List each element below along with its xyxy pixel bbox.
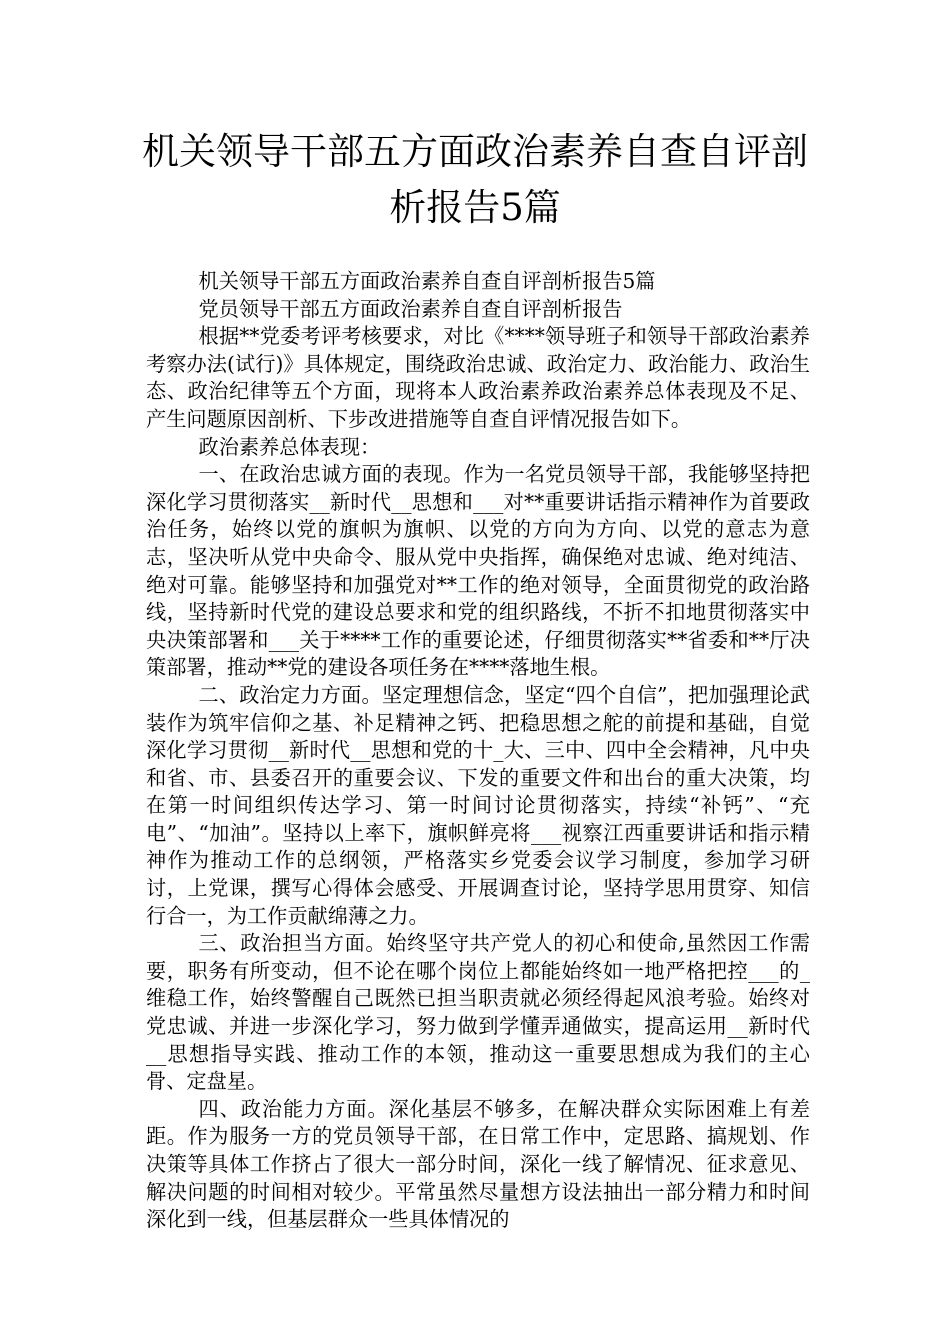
paragraph: 三、政治担当方面。始终坚守共产党人的初心和使命,虽然因工作需要，职务有所变动，但不论在哪个岗位上都能始终如一地严格把控___的_维稳工作，始终警醒自己既然已担当职责就必须经得起风浪考验。始终对党忠诚、并进一步深化学习，努力做到学懂弄通做实，提高运用__新时代__思想指导实践、推动工作的本领，推动这一重要思想成为我们的主心骨、定盘星。 — [146, 931, 810, 1094]
paragraph: 机关领导干部五方面政治素养自查自评剖析报告5篇 — [198, 269, 656, 293]
document-title: 机关领导干部五方面政治素养自查自评剖析报告5篇 — [142, 130, 808, 229]
paragraph: 党员领导干部五方面政治素养自查自评剖析报告 — [198, 296, 623, 321]
paragraph: 四、政治能力方面。深化基层不够多，在解决群众实际困难上有差距。作为服务一方的党员领导干部，在日常工作中，定思路、搞规划、作决策等具体工作挤占了很大一部分时间，深化一线了解情况、征求意见、解决问题的时间相对较少。平常虽然尽量想方设法抽出一部分精力和时间深化到一线，但基层群众一些具体情况的 — [146, 1096, 810, 1232]
paragraph: 政治素养总体表现： — [198, 434, 381, 459]
paragraph: 一、在政治忠诚方面的表现。作为一名党员领导干部，我能够坚持把深化学习贯彻落实__新时代__思想和___对**重要讲话指示精神作为首要政治任务，始终以党的旗帜为旗帜、以党的方向为方向、以党的意志为意志，坚决听从党中央命令、服从党中央指挥，确保绝对忠诚、绝对纯洁、绝对可靠。能够坚持和加强党对**工作的绝对领导，全面贯彻党的政治路线，坚持新时代党的建设总要求和党的组织路线，不折不扣地贯彻落实中央决策部署和___关于****工作的重要论述，仔细贯彻落实**省委和**厅决策部署，推动**党的建设各项任务在****落地生根。 — [146, 462, 810, 680]
paragraph: 二、政治定力方面。坚定理想信念，坚定“四个自信”，把加强理论武装作为筑牢信仰之基、补足精神之钙、把稳思想之舵的前提和基础，自觉深化学习贯彻__新时代__思想和党的十_大、三中、四中全会精神，凡中央和省、市、县委召开的重要会议、下发的重要文件和出台的重大决策，均在第一时间组织传达学习、第一时间讨论贯彻落实，持续“补钙”、“充电”、“加油”。坚持以上率下，旗帜鲜亮将___视察江西重要讲话和指示精神作为推动工作的总纲领，严格落实乡党委会议学习制度，参加学习研讨，上党课，撰写心得体会感受、开展调查讨论，坚持学思用贯穿、知信行合一，为工作贡献绵薄之力。 — [146, 682, 810, 928]
paragraph: 根据**党委考评考核要求，对比《****领导班子和领导干部政治素养考察办法(试行)》具体规定，围绕政治忠诚、政治定力、政治能力、政治生态、政治纪律等五个方面，现将本人政治素养政治素养总体表现及不足、产生问题原因剖析、下步改进措施等自查自评情况报告如下。 — [146, 324, 810, 431]
document-body — [146, 268, 810, 1234]
